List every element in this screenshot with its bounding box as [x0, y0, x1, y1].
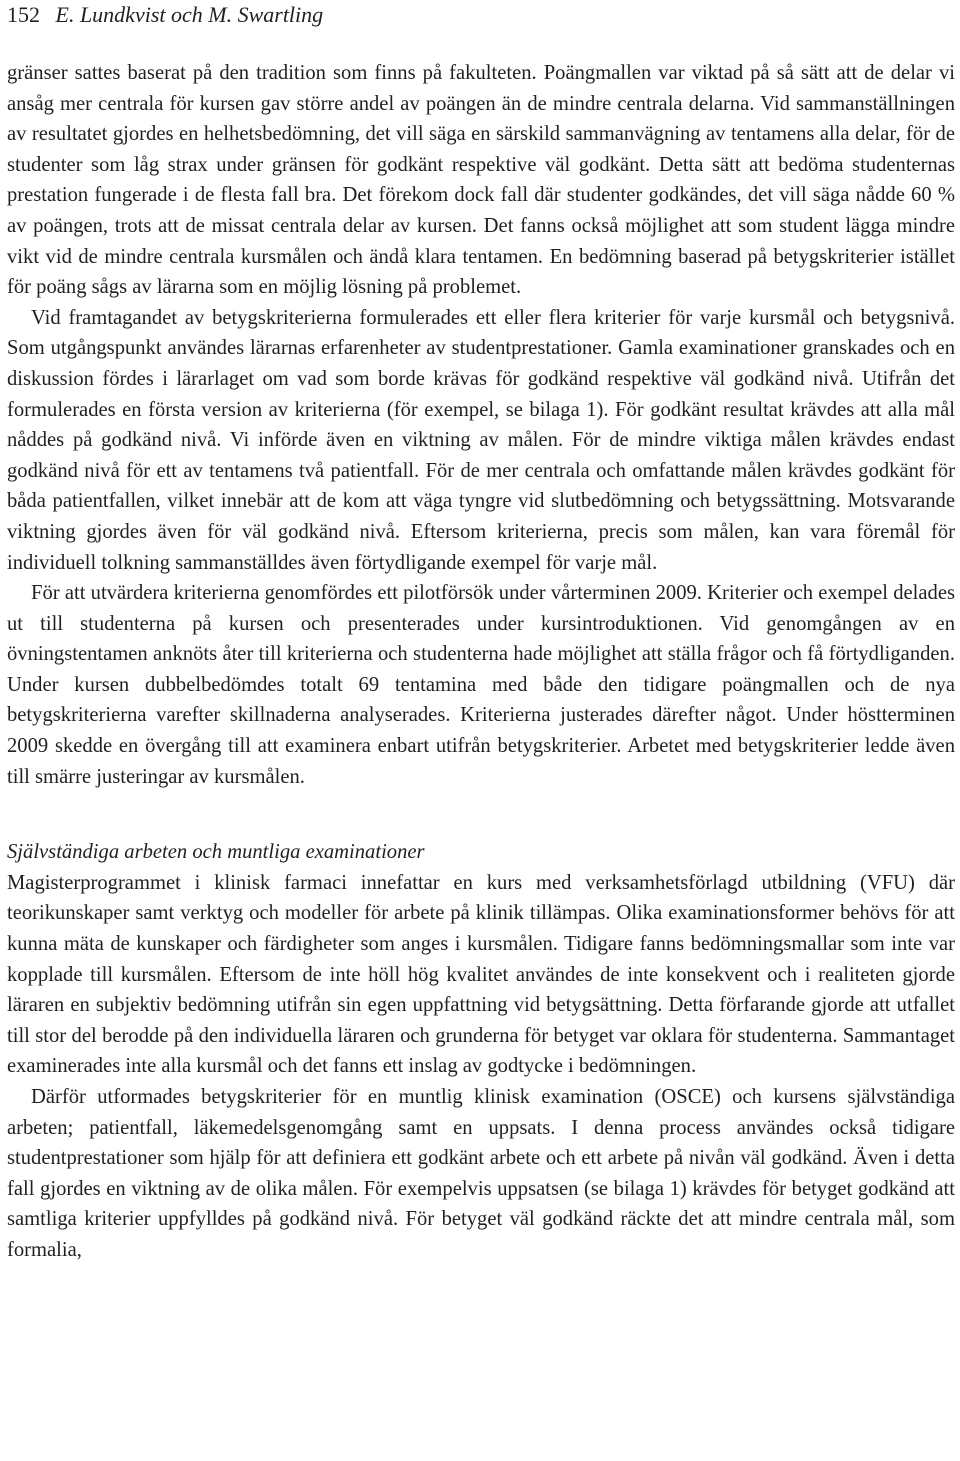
- body-paragraph: gränser sattes baserat på den tradition som finns på fakulteten. Poängmallen var viktad på så sätt att de delar vi ansåg mer centrala för kursen gav större andel av poängen än de mindre centrala delarna. Vid sammanställningen av resultatet gjordes en helhetsbedömning, det vill säga en särskild sammanvägning av tentamens alla delar, för de studenter som låg strax under gränsen för godkänt respektive väl godkänt. Detta sätt att bedöma studenternas prestation fungerade i de flesta fall bra. Det förekom dock fall där studenter godkändes, det vill säga nådde 60 % av poängen, trots att de missat centrala delar av kursen. Det fanns också möjlighet att som student lägga mindre vikt vid de mindre centrala kursmålen och ändå klara tentamen. En bedömning baserad på betygskriterier istället för poäng sågs av lärarna som en möjlig lösning på problemet.: [7, 62, 955, 299]
- running-header-authors: E. Lundkvist och M. Swartling: [55, 2, 324, 27]
- body-paragraph: För att utvärdera kriterierna genomfördes ett pilotförsök under vårterminen 2009. Kriterier och exempel delades ut till studenterna på kursen och presenterades under kursintroduktionen. Vid genomgången av en övningstentamen anknöts åter till kriterierna och studenterna hade möjlighet att ställa frågor och få förtydliganden. Under kursen dubbelbedömdes totalt 69 tentamina med både den tidigare poängmallen och de nya betygskriterierna varefter skillnaderna analyserades. Kriterierna justerades därefter något. Under höstterminen 2009 skedde en övergång till att examinera enbart utifrån betygskriterier. Arbetet med betygskriterier ledde även till smärre justeringar av kursmålen.: [7, 582, 955, 788]
- body-paragraph: Magisterprogrammet i klinisk farmaci innefattar en kurs med verksamhetsförlagd utbildning (VFU) där teorikunskaper samt verktyg och modeller för arbete på klinik tillämpas. Olika examinationsformer behövs för att kunna mäta de kunskaper och färdigheter som anges i kursmålen. Tidigare fanns bedömningsmallar som inte var kopplade till kursmålen. Eftersom de inte höll hög kvalitet användes de inte konsekvent och i realiteten gjorde läraren en subjektiv bedömning utifrån sin egen uppfattning vid betygsättning. Detta förfarande gjorde att utfallet till stor del berodde på den individuella läraren och grunderna för betyget var oklara för studenterna. Sammantaget examinerades inte alla kursmål och det fanns ett inslag av godtycke i bedömningen.: [7, 871, 955, 1078]
- page-number: 152: [7, 2, 40, 27]
- running-header: [7, 0, 955, 58]
- section-spacer: [7, 792, 955, 837]
- document-page: [7, 0, 955, 1266]
- section-heading: Självständiga arbeten och muntliga examinationer: [7, 841, 425, 864]
- body-paragraph: Vid framtagandet av betygskriterierna formulerades ett eller flera kriterier för varje kursmål och betygsnivå. Som utgångspunkt användes lärarnas erfarenheter av studentprestationer. Gamla examinationer granskades och en diskussion fördes i lärarlaget om vad som borde krävas för godkänd respektive väl godkänd nivå. Utifrån det formulerades en första version av kriterierna (för exempel, se bilaga 1). För godkänt resultat krävdes att alla mål nåddes på godkänd nivå. Vi införde även en viktning av målen. För de mindre viktiga målen krävdes endast godkänd nivå för ett av tentamens två patientfall. För de mer centrala och omfattande målen krävdes godkänt för båda patientfallen, vilket innebär att de kom att väga tyngre vid slutbedömning och betygssättning. Motsvarande viktning gjordes även för väl godkänd nivå. Eftersom kriterierna, precis som målen, kan vara föremål för individuell tolkning sammanställdes även förtydligande exempel för varje mål.: [7, 306, 955, 574]
- body-paragraph: Därför utformades betygskriterier för en muntlig klinisk examination (OSCE) och kursens självständiga arbeten; patientfall, läkemedelsgenomgång samt en uppsats. I denna process användes också tidigare studentprestationer som hjälp för att definiera ett godkänt arbete och ett arbete på nivån väl godkänd. Även i detta fall gjordes en viktning av de olika målen. För exempelvis uppsatsen (se bilaga 1) krävdes för betyget godkänd att samtliga kriterier uppfylldes på godkänd nivå. För betyget väl godkänd räckte det att mindre centrala mål, som formalia,: [7, 1086, 955, 1261]
